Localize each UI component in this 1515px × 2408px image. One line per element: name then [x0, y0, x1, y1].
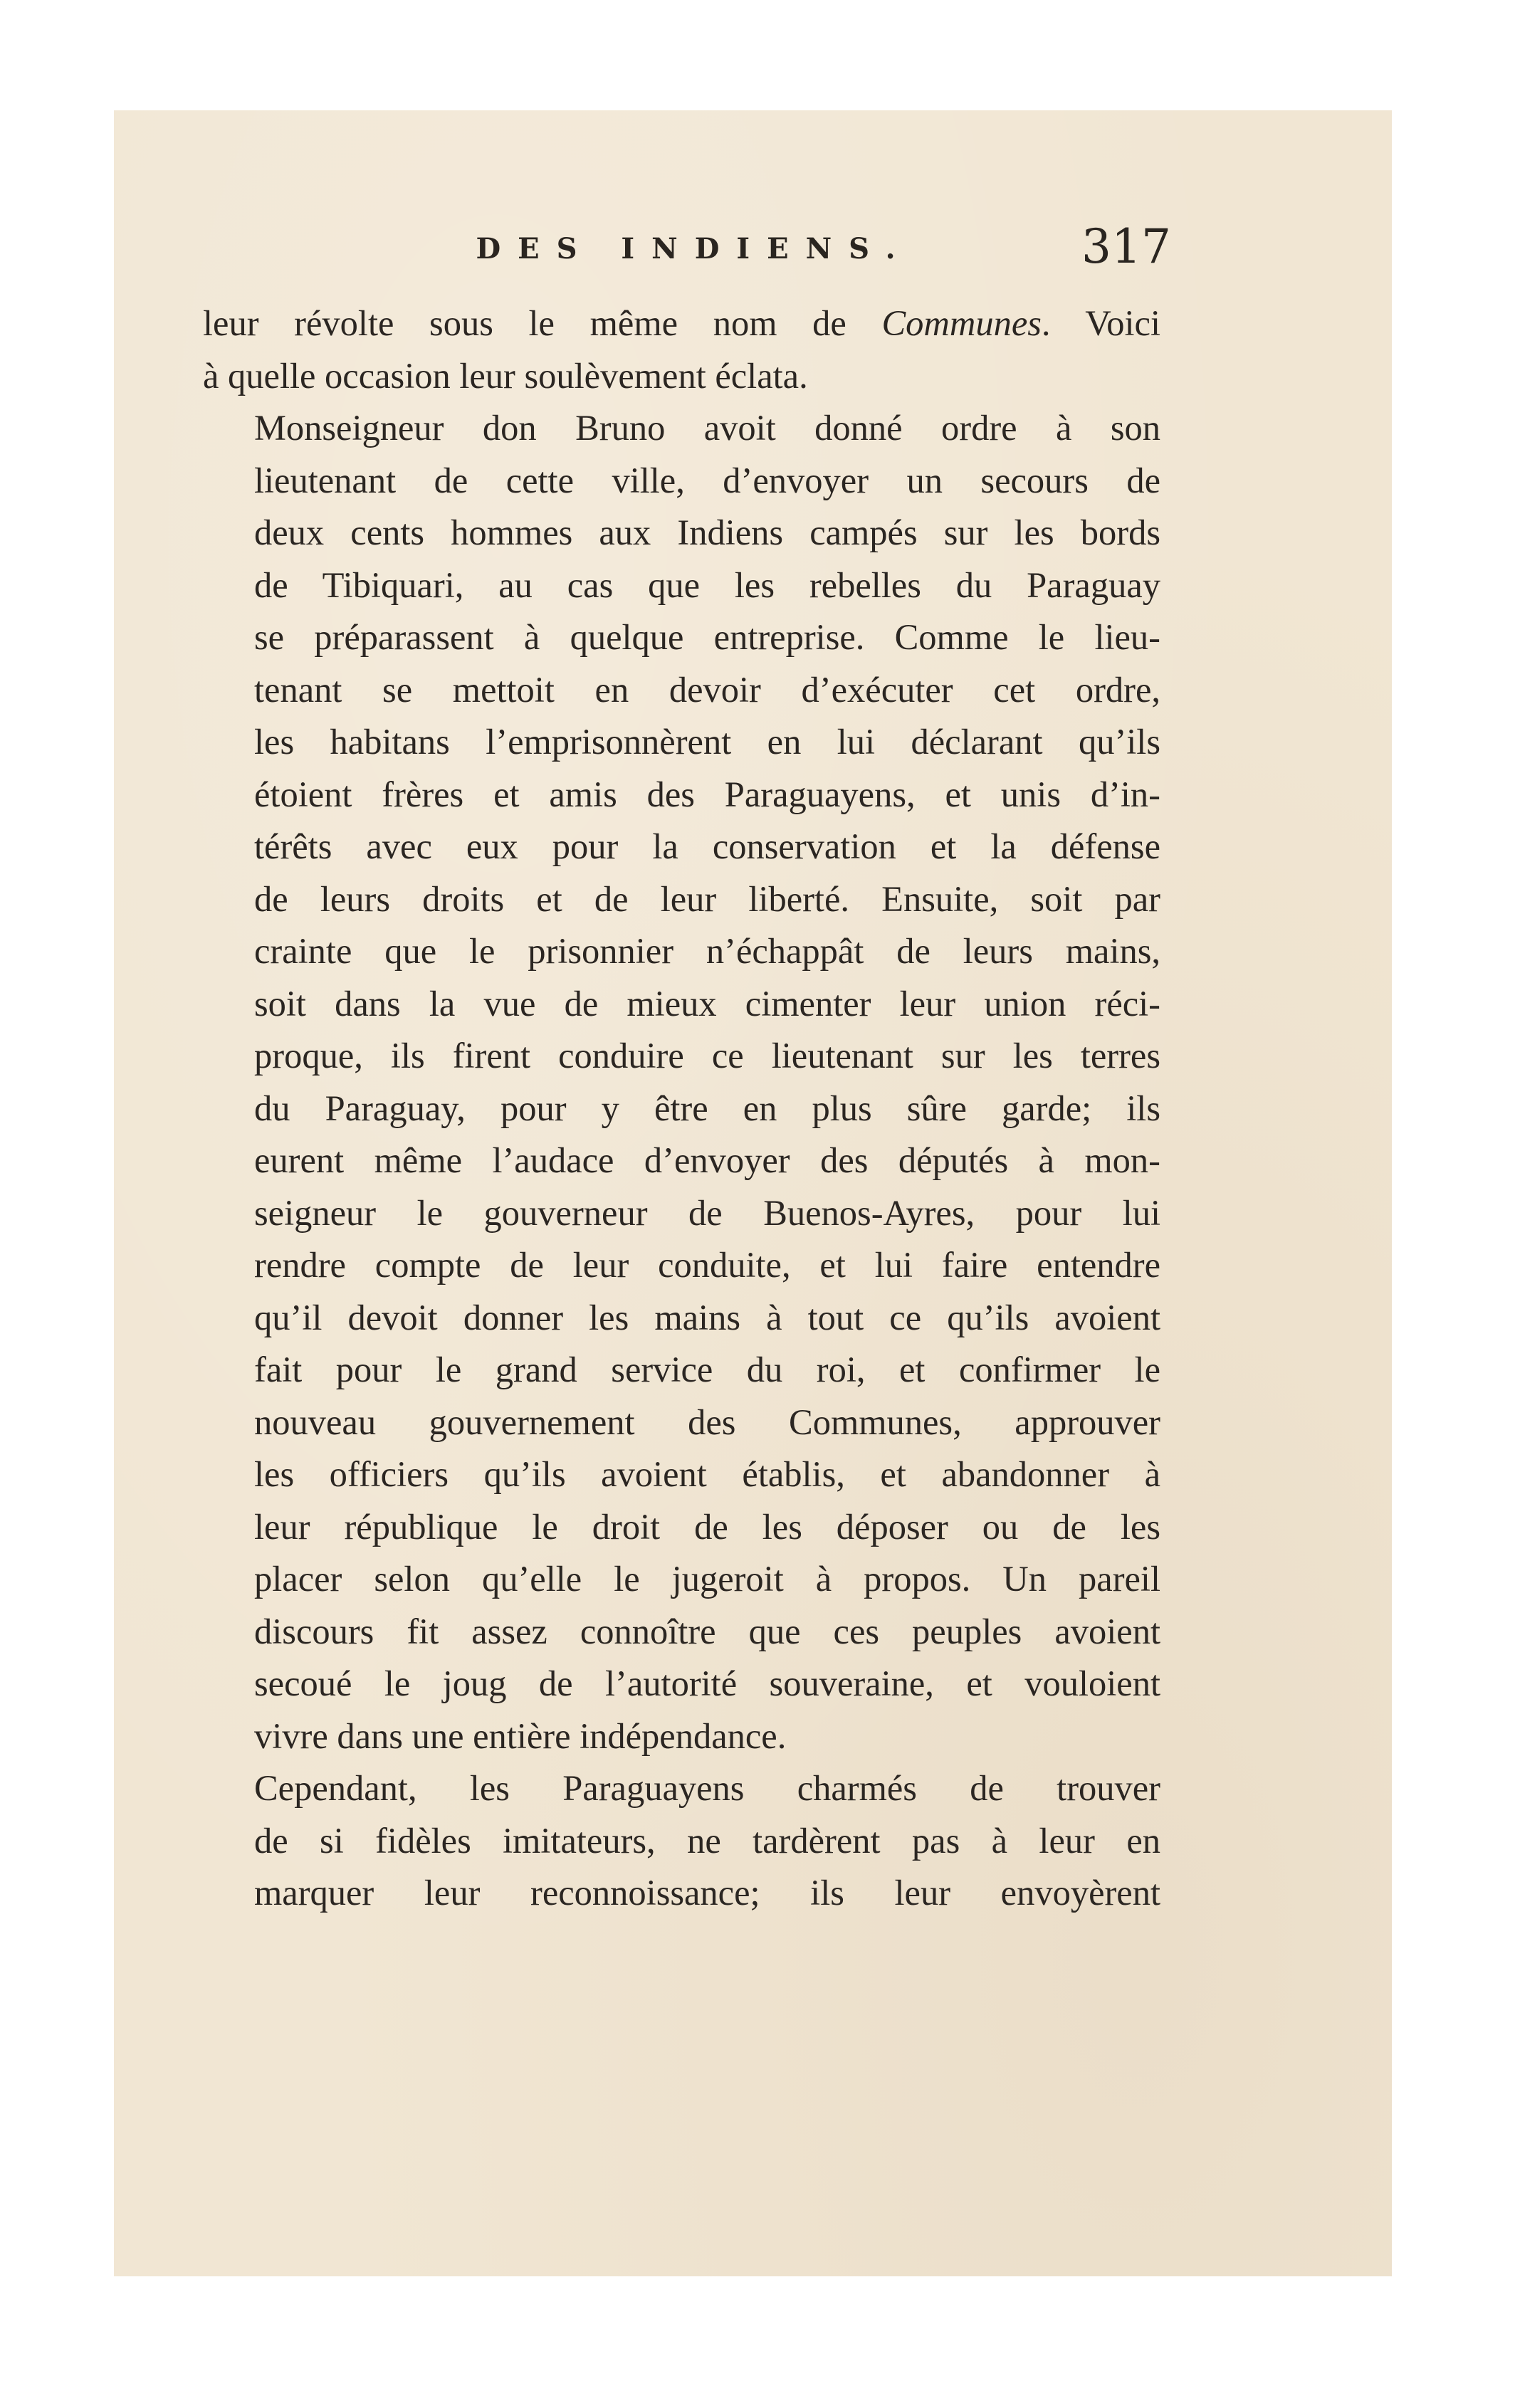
- running-title: DES INDIENS.: [476, 232, 913, 265]
- text-line: marquer leur reconnoissance; ils leur envoyèrent: [254, 1873, 1160, 1913]
- text-line: deux cents hommes aux Indiens campés sur les bords: [254, 512, 1160, 552]
- text-line: secoué le joug de l’autorité souveraine, et vouloient: [254, 1663, 1160, 1703]
- text-line: nouveau gouvernement des Communes, approuver: [254, 1402, 1160, 1442]
- text-line: tenant se mettoit en devoir d’exécuter cet ordre,: [254, 669, 1160, 710]
- text-line: fait pour le grand service du roi, et confirmer le: [254, 1350, 1160, 1389]
- text-line: discours fit assez connoître que ces peuples avoient: [254, 1611, 1160, 1651]
- text-line: à quelle occasion leur soulèvement éclata.: [203, 355, 808, 396]
- paragraph-1: [203, 298, 1160, 402]
- text-line: Cependant, les Paraguayens charmés de trouver: [254, 1768, 1160, 1808]
- text-line: qu’il devoit donner les mains à tout ce qu’ils avoient: [254, 1297, 1160, 1337]
- page-number: 317: [1081, 219, 1171, 274]
- paragraph-2: [203, 402, 1160, 1762]
- italic-term: Communes: [881, 303, 1042, 343]
- text-line: placer selon qu’elle le jugeroit à propos. Un pareil: [254, 1559, 1160, 1599]
- text-line: rendre compte de leur conduite, et lui faire entendre: [254, 1245, 1160, 1285]
- body-text: [203, 298, 1160, 1920]
- text-line: Monseigneur don Bruno avoit donné ordre à son: [254, 408, 1160, 448]
- text-line: étoient frères et amis des Paraguayens, et unis d’in-: [254, 774, 1160, 814]
- paragraph-3: [203, 1762, 1160, 1920]
- text-line: se préparassent à quelque entreprise. Comme le lieu-: [254, 617, 1160, 657]
- text-line: leur république le droit de les déposer ou de les: [254, 1506, 1160, 1547]
- text-line: eurent même l’audace d’envoyer des députés à mon-: [254, 1140, 1160, 1180]
- text-line: proque, ils firent conduire ce lieutenant sur les terres: [254, 1036, 1160, 1076]
- page-header: [324, 219, 1171, 274]
- text-line: soit dans la vue de mieux cimenter leur union réci-: [254, 983, 1160, 1024]
- text-line: les habitans l’emprisonnèrent en lui déclarant qu’ils: [254, 722, 1160, 762]
- text-line: de si fidèles imitateurs, ne tardèrent pas à leur en: [254, 1820, 1160, 1861]
- text-line: lieutenant de cette ville, d’envoyer un secours de: [254, 460, 1160, 500]
- text-line: de Tibiquari, au cas que les rebelles du Paraguay: [254, 564, 1160, 605]
- text-line: vivre dans une entière indépendance.: [254, 1715, 787, 1756]
- text-line: seigneur le gouverneur de Buenos-Ayres, pour lui: [254, 1192, 1160, 1233]
- text-line: crainte que le prisonnier n’échappât de leurs mains,: [254, 931, 1160, 971]
- text-line: de leurs droits et de leur liberté. Ensuite, soit par: [254, 878, 1160, 919]
- text-line: leur révolte sous le même nom de Communes. Voici: [203, 303, 1160, 343]
- text-line: les officiers qu’ils avoient établis, et abandonner à: [254, 1454, 1160, 1494]
- text-line: du Paraguay, pour y être en plus sûre garde; ils: [254, 1088, 1160, 1128]
- text-line: térêts avec eux pour la conservation et la défense: [254, 826, 1160, 866]
